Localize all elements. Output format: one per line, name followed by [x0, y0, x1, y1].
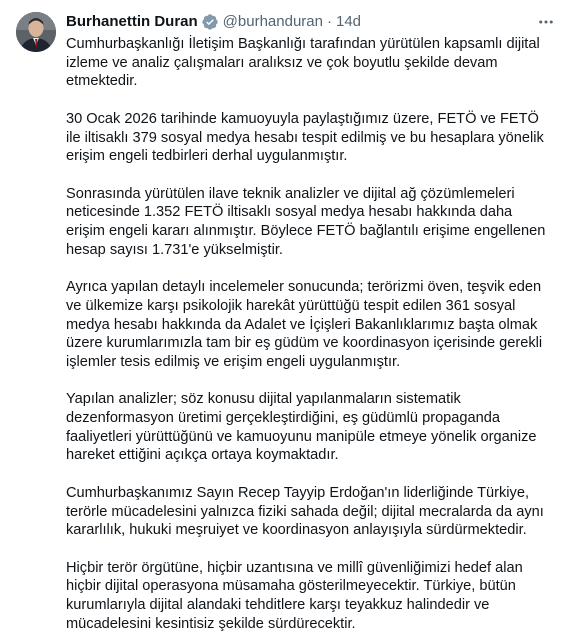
tweet-paragraph: Cumhurbaşkanlığı İletişim Başkanlığı tarafından yürütülen kapsamlı dijital izleme ve analiz çalışmaları aralıksız ve çok boyutlu şekilde devam etmektedir.	[66, 36, 540, 90]
tweet-header	[66, 12, 557, 32]
author-display-name[interactable]: Burhanettin Duran	[66, 13, 198, 30]
author-handle[interactable]: @burhanduran	[222, 13, 323, 30]
tweet-content	[66, 12, 557, 643]
header-separator: ·	[326, 13, 332, 30]
tweet-paragraph: 30 Ocak 2026 tarihinde kamuoyuyla paylaştığımız üzere, FETÖ ve FETÖ ile iltisaklı 379 sosyal medya hesabı tespit edilmiş ve bu hesaplara yönelik erişim engeli tedbirleri derhal uygulanmıştır.	[66, 110, 544, 165]
avatar-column	[16, 12, 56, 643]
tweet-paragraph: Cumhurbaşkanımız Sayın Recep Tayyip Erdoğan'ın liderliğinde Türkiye, terörle mücadelesini yalnızca fiziki sahada değil; dijital mecralarda da aynı kararlılık, hukuki meşruiyet ve koordinasyon anlayışıyla sürdürmektedir.	[66, 484, 544, 539]
verified-badge-icon	[201, 13, 219, 31]
tweet-text	[66, 35, 557, 633]
avatar[interactable]	[16, 12, 56, 52]
tweet-paragraph: Sonrasında yürütülen ilave teknik analizler ve dijital ağ çözümlemeleri neticesinde 1.352 FETÖ iltisaklı sosyal medya hesabı hakkında daha erişim engeli kararı alınmıştır. Böylece FETÖ bağlantılı erişime engellenen hesap sayısı 1.731'e yükselmiştir.	[66, 185, 546, 258]
tweet-paragraph: Ayrıca yapılan detaylı incelemeler sonucunda; terörizmi öven, teşvik eden ve ülkemize karşı psikolojik harekât yürüttüğü tespit edilen 361 sosyal medya hesabı hakkında da Adalet ve İçişleri Bakanlıklarımız başta olmak üzere kurumlarımızla tam bir eş güdüm ve koordinasyon içerisinde gerekli işlemler tesis edilmiş ve erişim engeli uygulanmıştır.	[66, 279, 543, 370]
tweet-timestamp[interactable]: 14d	[335, 13, 362, 30]
avatar-image	[16, 12, 56, 52]
tweet-paragraph: Yapılan analizler; söz konusu dijital yapılanmaların sistematik dezenformasyon üretimi gerçekleştirdiğini, eş güdümlü propaganda faaliyetleri yürüttüğünü ve kamuoyunu manipüle etmeye yönelik organize hareket ettiğini açıkça ortaya koymaktadır.	[66, 391, 537, 464]
more-options-icon[interactable]	[535, 12, 557, 32]
tweet-paragraph: Hiçbir terör örgütüne, hiçbir uzantısına ve millî güvenliğimizi hedef alan hiçbir dijital operasyona müsamaha gösterilmeyecektir. Türkiye, bütün kurumlarıyla dijital alandaki tehditlere karşı teyakkuz halindedir ve mücadelesini kesintisiz şekilde sürdürecektir.	[66, 559, 523, 632]
